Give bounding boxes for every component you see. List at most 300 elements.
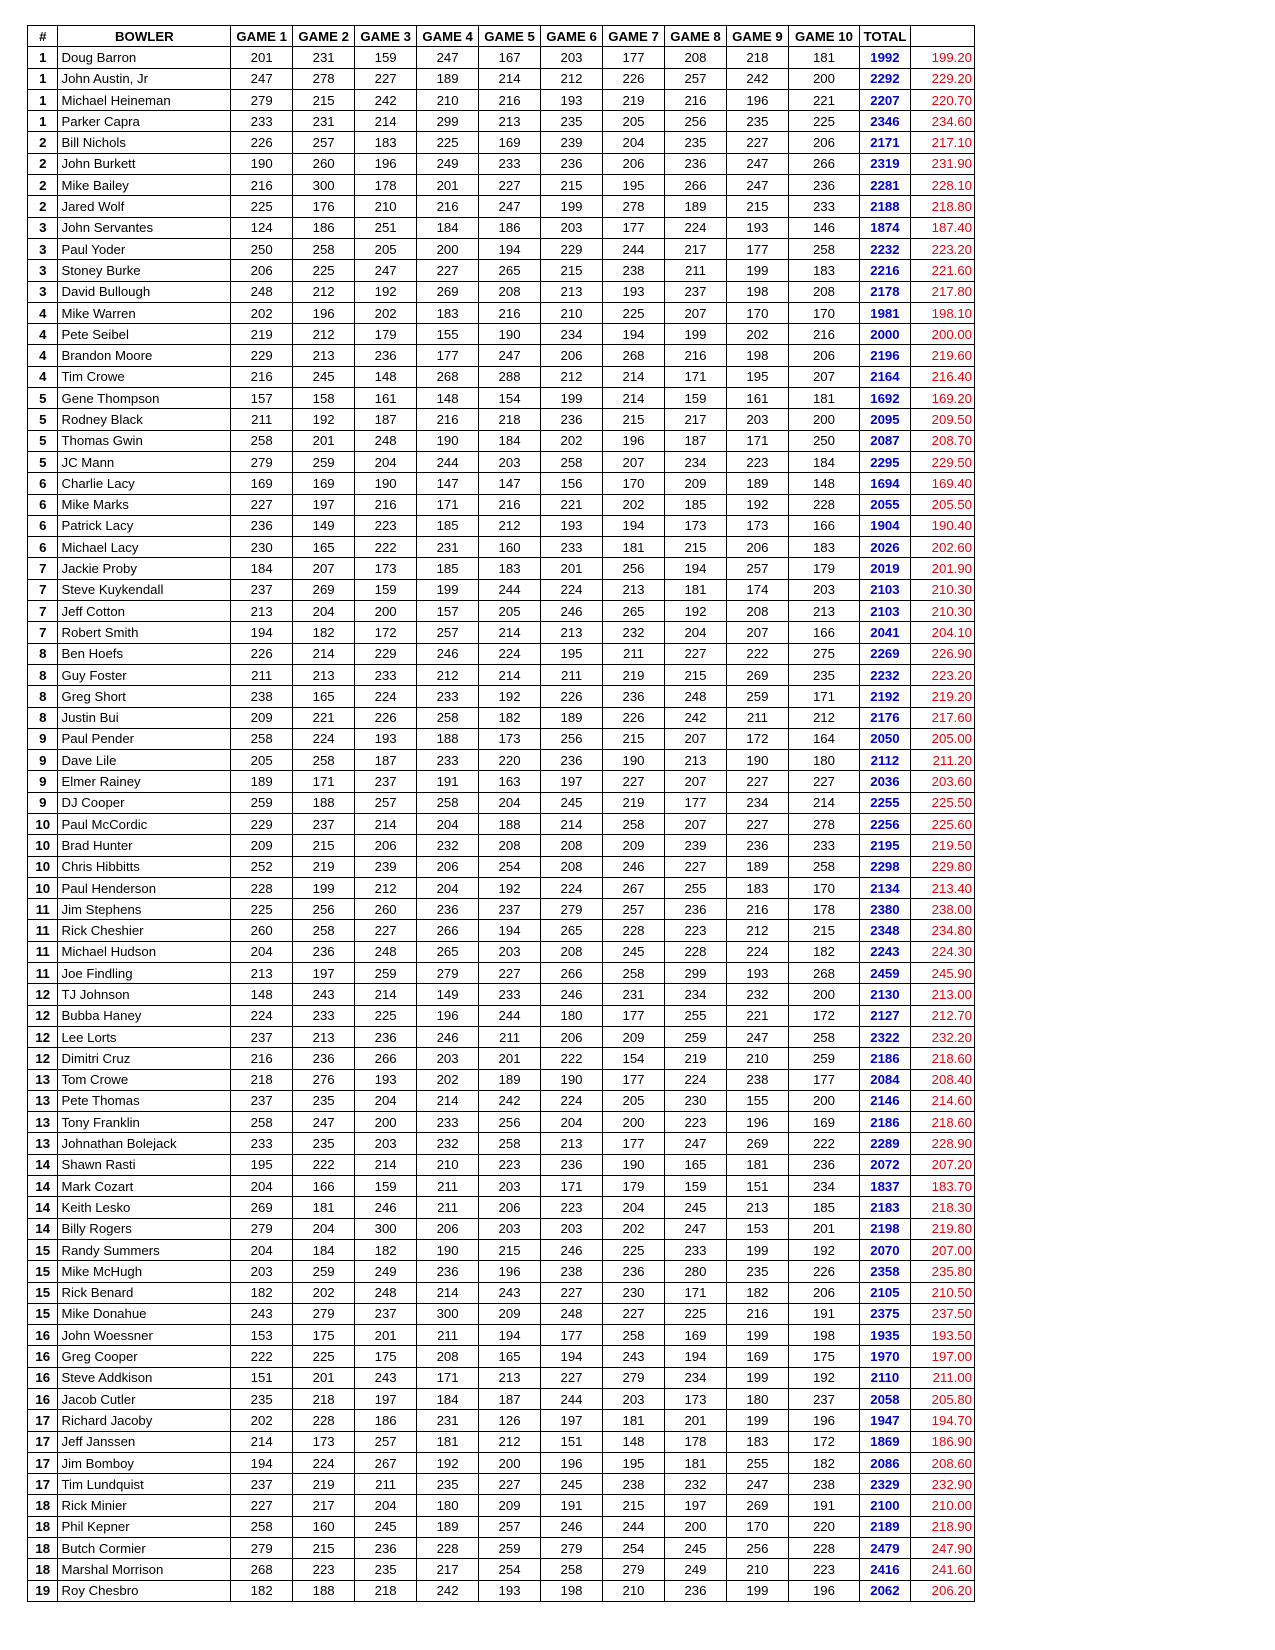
game-1-cell: 279 — [231, 89, 293, 110]
game-3-cell: 204 — [355, 1090, 417, 1111]
total-cell: 2329 — [860, 1474, 911, 1495]
game-3-cell: 183 — [355, 132, 417, 153]
game-10-cell: 258 — [788, 856, 859, 877]
average-cell: 212.70 — [910, 1005, 974, 1026]
game-9-cell: 196 — [726, 1112, 788, 1133]
bowler-name-cell: Mark Cozart — [58, 1176, 231, 1197]
game-2-cell: 202 — [293, 1282, 355, 1303]
game-9-cell: 180 — [726, 1389, 788, 1410]
bowler-name-cell: Bill Nichols — [58, 132, 231, 153]
game-5-cell: 214 — [479, 622, 541, 643]
game-6-cell: 223 — [541, 1197, 603, 1218]
game-7-cell: 204 — [603, 1197, 665, 1218]
header-total: TOTAL — [860, 26, 911, 47]
game-3-cell: 246 — [355, 1197, 417, 1218]
game-4-cell: 266 — [417, 920, 479, 941]
game-6-cell: 256 — [541, 728, 603, 749]
average-cell: 231.90 — [910, 153, 974, 174]
game-8-cell: 299 — [664, 963, 726, 984]
game-8-cell: 236 — [664, 1580, 726, 1601]
game-10-cell: 237 — [788, 1389, 859, 1410]
game-4-cell: 249 — [417, 153, 479, 174]
bowler-name-cell: Paul McCordic — [58, 813, 231, 834]
game-6-cell: 213 — [541, 1133, 603, 1154]
table-row — [28, 238, 975, 259]
game-6-cell: 195 — [541, 643, 603, 664]
game-8-cell: 159 — [664, 388, 726, 409]
game-9-cell: 177 — [726, 238, 788, 259]
game-9-cell: 173 — [726, 515, 788, 536]
bowler-name-cell: Joe Findling — [58, 963, 231, 984]
table-row — [28, 601, 975, 622]
game-3-cell: 201 — [355, 1325, 417, 1346]
game-10-cell: 268 — [788, 963, 859, 984]
game-2-cell: 213 — [293, 1026, 355, 1047]
game-5-cell: 223 — [479, 1154, 541, 1175]
game-7-cell: 267 — [603, 877, 665, 898]
game-5-cell: 201 — [479, 1048, 541, 1069]
game-7-cell: 219 — [603, 792, 665, 813]
game-2-cell: 196 — [293, 302, 355, 323]
game-4-cell: 202 — [417, 1069, 479, 1090]
game-10-cell: 201 — [788, 1218, 859, 1239]
game-4-cell: 233 — [417, 1112, 479, 1133]
game-5-cell: 233 — [479, 153, 541, 174]
game-7-cell: 228 — [603, 920, 665, 941]
game-2-cell: 231 — [293, 47, 355, 68]
average-cell: 234.80 — [910, 920, 974, 941]
rank-cell: 2 — [28, 175, 58, 196]
game-7-cell: 177 — [603, 1005, 665, 1026]
game-9-cell: 269 — [726, 664, 788, 685]
game-8-cell: 185 — [664, 494, 726, 515]
average-cell: 207.20 — [910, 1154, 974, 1175]
game-9-cell: 216 — [726, 1303, 788, 1324]
game-8-cell: 257 — [664, 68, 726, 89]
bowler-name-cell: Rick Minier — [58, 1495, 231, 1516]
table-row — [28, 153, 975, 174]
game-8-cell: 215 — [664, 537, 726, 558]
rank-cell: 17 — [28, 1452, 58, 1473]
game-9-cell: 171 — [726, 430, 788, 451]
bowler-name-cell: JC Mann — [58, 451, 231, 472]
game-7-cell: 181 — [603, 1410, 665, 1431]
game-2-cell: 184 — [293, 1239, 355, 1260]
game-7-cell: 170 — [603, 473, 665, 494]
game-1-cell: 205 — [231, 750, 293, 771]
game-2-cell: 201 — [293, 1367, 355, 1388]
game-5-cell: 126 — [479, 1410, 541, 1431]
game-5-cell: 192 — [479, 686, 541, 707]
game-10-cell: 181 — [788, 388, 859, 409]
game-1-cell: 258 — [231, 1516, 293, 1537]
game-2-cell: 165 — [293, 537, 355, 558]
game-10-cell: 216 — [788, 324, 859, 345]
game-4-cell: 257 — [417, 622, 479, 643]
game-4-cell: 236 — [417, 1261, 479, 1282]
table-row — [28, 302, 975, 323]
game-4-cell: 269 — [417, 281, 479, 302]
game-3-cell: 222 — [355, 537, 417, 558]
table-row — [28, 579, 975, 600]
game-1-cell: 169 — [231, 473, 293, 494]
game-1-cell: 258 — [231, 430, 293, 451]
game-8-cell: 178 — [664, 1431, 726, 1452]
game-4-cell: 180 — [417, 1495, 479, 1516]
game-7-cell: 154 — [603, 1048, 665, 1069]
game-9-cell: 227 — [726, 132, 788, 153]
game-4-cell: 208 — [417, 1346, 479, 1367]
game-4-cell: 299 — [417, 111, 479, 132]
game-2-cell: 231 — [293, 111, 355, 132]
game-4-cell: 235 — [417, 1474, 479, 1495]
game-10-cell: 185 — [788, 1197, 859, 1218]
game-4-cell: 204 — [417, 877, 479, 898]
game-4-cell: 192 — [417, 1452, 479, 1473]
game-4-cell: 177 — [417, 345, 479, 366]
table-row — [28, 345, 975, 366]
average-cell: 218.30 — [910, 1197, 974, 1218]
game-3-cell: 233 — [355, 664, 417, 685]
game-2-cell: 213 — [293, 664, 355, 685]
game-6-cell: 258 — [541, 1559, 603, 1580]
game-9-cell: 151 — [726, 1176, 788, 1197]
game-8-cell: 211 — [664, 260, 726, 281]
game-1-cell: 189 — [231, 771, 293, 792]
rank-cell: 4 — [28, 345, 58, 366]
table-body — [28, 47, 975, 1602]
bowler-name-cell: Chris Hibbitts — [58, 856, 231, 877]
table-row — [28, 1580, 975, 1601]
rank-cell: 3 — [28, 238, 58, 259]
game-10-cell: 223 — [788, 1559, 859, 1580]
game-5-cell: 212 — [479, 515, 541, 536]
rank-cell: 10 — [28, 877, 58, 898]
game-4-cell: 244 — [417, 451, 479, 472]
total-cell: 2130 — [860, 984, 911, 1005]
game-1-cell: 279 — [231, 451, 293, 472]
total-cell: 2055 — [860, 494, 911, 515]
table-row — [28, 963, 975, 984]
table-row — [28, 686, 975, 707]
bowler-name-cell: Steve Kuykendall — [58, 579, 231, 600]
game-7-cell: 225 — [603, 302, 665, 323]
average-cell: 199.20 — [910, 47, 974, 68]
game-5-cell: 206 — [479, 1197, 541, 1218]
game-3-cell: 212 — [355, 877, 417, 898]
game-1-cell: 238 — [231, 686, 293, 707]
game-7-cell: 256 — [603, 558, 665, 579]
total-cell: 2232 — [860, 238, 911, 259]
game-4-cell: 211 — [417, 1176, 479, 1197]
game-9-cell: 170 — [726, 302, 788, 323]
game-2-cell: 224 — [293, 728, 355, 749]
game-8-cell: 248 — [664, 686, 726, 707]
game-10-cell: 182 — [788, 941, 859, 962]
game-2-cell: 199 — [293, 877, 355, 898]
average-cell: 237.50 — [910, 1303, 974, 1324]
bowler-name-cell: Greg Short — [58, 686, 231, 707]
table-row — [28, 494, 975, 515]
total-cell: 2232 — [860, 664, 911, 685]
bowler-name-cell: Jeff Cotton — [58, 601, 231, 622]
game-10-cell: 146 — [788, 217, 859, 238]
average-cell: 218.60 — [910, 1048, 974, 1069]
game-9-cell: 199 — [726, 1367, 788, 1388]
rank-cell: 4 — [28, 324, 58, 345]
average-cell: 223.20 — [910, 664, 974, 685]
average-cell: 200.00 — [910, 324, 974, 345]
table-row — [28, 1389, 975, 1410]
total-cell: 1981 — [860, 302, 911, 323]
game-8-cell: 189 — [664, 196, 726, 217]
rank-cell: 9 — [28, 771, 58, 792]
game-9-cell: 199 — [726, 1325, 788, 1346]
game-8-cell: 169 — [664, 1325, 726, 1346]
table-row — [28, 1005, 975, 1026]
total-cell: 2269 — [860, 643, 911, 664]
game-5-cell: 154 — [479, 388, 541, 409]
bowler-name-cell: Robert Smith — [58, 622, 231, 643]
game-2-cell: 171 — [293, 771, 355, 792]
game-2-cell: 223 — [293, 1559, 355, 1580]
game-6-cell: 191 — [541, 1495, 603, 1516]
rank-cell: 12 — [28, 1026, 58, 1047]
game-5-cell: 147 — [479, 473, 541, 494]
table-row — [28, 1154, 975, 1175]
game-3-cell: 178 — [355, 175, 417, 196]
game-2-cell: 207 — [293, 558, 355, 579]
game-10-cell: 179 — [788, 558, 859, 579]
game-10-cell: 192 — [788, 1367, 859, 1388]
average-cell: 238.00 — [910, 899, 974, 920]
game-9-cell: 189 — [726, 856, 788, 877]
game-8-cell: 245 — [664, 1538, 726, 1559]
game-8-cell: 223 — [664, 1112, 726, 1133]
average-cell: 216.40 — [910, 366, 974, 387]
bowler-name-cell: DJ Cooper — [58, 792, 231, 813]
table-row — [28, 1474, 975, 1495]
average-cell: 228.10 — [910, 175, 974, 196]
average-cell: 229.80 — [910, 856, 974, 877]
game-6-cell: 227 — [541, 1367, 603, 1388]
game-2-cell: 278 — [293, 68, 355, 89]
game-8-cell: 256 — [664, 111, 726, 132]
rank-cell: 13 — [28, 1112, 58, 1133]
game-9-cell: 155 — [726, 1090, 788, 1111]
game-10-cell: 171 — [788, 686, 859, 707]
game-1-cell: 216 — [231, 175, 293, 196]
game-9-cell: 232 — [726, 984, 788, 1005]
game-5-cell: 237 — [479, 899, 541, 920]
game-7-cell: 227 — [603, 771, 665, 792]
total-cell: 2196 — [860, 345, 911, 366]
game-1-cell: 250 — [231, 238, 293, 259]
game-8-cell: 255 — [664, 877, 726, 898]
game-8-cell: 216 — [664, 89, 726, 110]
game-5-cell: 173 — [479, 728, 541, 749]
game-6-cell: 212 — [541, 68, 603, 89]
game-7-cell: 202 — [603, 1218, 665, 1239]
game-10-cell: 200 — [788, 68, 859, 89]
game-3-cell: 257 — [355, 1431, 417, 1452]
game-3-cell: 214 — [355, 984, 417, 1005]
game-3-cell: 193 — [355, 728, 417, 749]
rank-cell: 12 — [28, 984, 58, 1005]
game-3-cell: 245 — [355, 1516, 417, 1537]
game-2-cell: 218 — [293, 1389, 355, 1410]
game-8-cell: 228 — [664, 941, 726, 962]
game-7-cell: 245 — [603, 941, 665, 962]
game-3-cell: 214 — [355, 1154, 417, 1175]
game-2-cell: 236 — [293, 1048, 355, 1069]
game-7-cell: 190 — [603, 1154, 665, 1175]
total-cell: 2087 — [860, 430, 911, 451]
game-8-cell: 217 — [664, 238, 726, 259]
total-cell: 2207 — [860, 89, 911, 110]
game-9-cell: 199 — [726, 260, 788, 281]
game-7-cell: 194 — [603, 324, 665, 345]
game-1-cell: 204 — [231, 1176, 293, 1197]
game-9-cell: 195 — [726, 366, 788, 387]
bowler-name-cell: Rick Cheshier — [58, 920, 231, 941]
game-8-cell: 171 — [664, 366, 726, 387]
game-9-cell: 211 — [726, 707, 788, 728]
header-bowler: BOWLER — [58, 26, 231, 47]
rank-cell: 10 — [28, 856, 58, 877]
rank-cell: 7 — [28, 601, 58, 622]
game-8-cell: 194 — [664, 558, 726, 579]
game-2-cell: 169 — [293, 473, 355, 494]
game-5-cell: 259 — [479, 1538, 541, 1559]
game-9-cell: 234 — [726, 792, 788, 813]
game-9-cell: 193 — [726, 963, 788, 984]
game-7-cell: 246 — [603, 856, 665, 877]
game-3-cell: 236 — [355, 345, 417, 366]
game-5-cell: 244 — [479, 579, 541, 600]
game-6-cell: 214 — [541, 813, 603, 834]
average-cell: 202.60 — [910, 537, 974, 558]
bowler-name-cell: Dave Lile — [58, 750, 231, 771]
game-3-cell: 182 — [355, 1239, 417, 1260]
game-2-cell: 219 — [293, 1474, 355, 1495]
game-6-cell: 265 — [541, 920, 603, 941]
table-row — [28, 260, 975, 281]
game-2-cell: 173 — [293, 1431, 355, 1452]
game-3-cell: 266 — [355, 1048, 417, 1069]
game-1-cell: 204 — [231, 1239, 293, 1260]
game-10-cell: 184 — [788, 451, 859, 472]
rank-cell: 2 — [28, 196, 58, 217]
game-6-cell: 236 — [541, 153, 603, 174]
bowler-name-cell: John Woessner — [58, 1325, 231, 1346]
game-7-cell: 219 — [603, 664, 665, 685]
game-2-cell: 235 — [293, 1090, 355, 1111]
average-cell: 187.40 — [910, 217, 974, 238]
game-3-cell: 229 — [355, 643, 417, 664]
game-1-cell: 211 — [231, 664, 293, 685]
game-3-cell: 243 — [355, 1367, 417, 1388]
total-cell: 1692 — [860, 388, 911, 409]
bowler-name-cell: Michael Hudson — [58, 941, 231, 962]
game-4-cell: 214 — [417, 1090, 479, 1111]
game-1-cell: 258 — [231, 1112, 293, 1133]
bowler-name-cell: Thomas Gwin — [58, 430, 231, 451]
bowler-name-cell: Mike Warren — [58, 302, 231, 323]
game-3-cell: 210 — [355, 196, 417, 217]
total-cell: 2198 — [860, 1218, 911, 1239]
game-5-cell: 227 — [479, 175, 541, 196]
average-cell: 219.50 — [910, 835, 974, 856]
average-cell: 225.50 — [910, 792, 974, 813]
game-8-cell: 199 — [664, 324, 726, 345]
header-game-6: GAME 6 — [541, 26, 603, 47]
game-6-cell: 204 — [541, 1112, 603, 1133]
game-10-cell: 166 — [788, 622, 859, 643]
game-7-cell: 195 — [603, 1452, 665, 1473]
average-cell: 235.80 — [910, 1261, 974, 1282]
game-6-cell: 233 — [541, 537, 603, 558]
average-cell: 183.70 — [910, 1176, 974, 1197]
bowler-name-cell: Tony Franklin — [58, 1112, 231, 1133]
average-cell: 217.10 — [910, 132, 974, 153]
header-game-9: GAME 9 — [726, 26, 788, 47]
game-2-cell: 259 — [293, 1261, 355, 1282]
total-cell: 2112 — [860, 750, 911, 771]
game-9-cell: 221 — [726, 1005, 788, 1026]
game-8-cell: 159 — [664, 1176, 726, 1197]
average-cell: 201.90 — [910, 558, 974, 579]
game-5-cell: 254 — [479, 856, 541, 877]
game-2-cell: 279 — [293, 1303, 355, 1324]
rank-cell: 15 — [28, 1303, 58, 1324]
game-2-cell: 221 — [293, 707, 355, 728]
game-6-cell: 198 — [541, 1580, 603, 1601]
game-9-cell: 235 — [726, 1261, 788, 1282]
rank-cell: 2 — [28, 132, 58, 153]
bowler-name-cell: Bubba Haney — [58, 1005, 231, 1026]
game-3-cell: 260 — [355, 899, 417, 920]
game-5-cell: 224 — [479, 643, 541, 664]
game-9-cell: 192 — [726, 494, 788, 515]
bowler-name-cell: Paul Yoder — [58, 238, 231, 259]
game-4-cell: 157 — [417, 601, 479, 622]
game-5-cell: 160 — [479, 537, 541, 558]
game-3-cell: 186 — [355, 1410, 417, 1431]
game-3-cell: 237 — [355, 1303, 417, 1324]
game-4-cell: 228 — [417, 1538, 479, 1559]
game-1-cell: 124 — [231, 217, 293, 238]
game-2-cell: 224 — [293, 1452, 355, 1473]
game-1-cell: 230 — [231, 537, 293, 558]
game-10-cell: 206 — [788, 1282, 859, 1303]
game-2-cell: 197 — [293, 963, 355, 984]
game-9-cell: 199 — [726, 1239, 788, 1260]
game-3-cell: 179 — [355, 324, 417, 345]
game-7-cell: 258 — [603, 963, 665, 984]
game-2-cell: 233 — [293, 1005, 355, 1026]
game-1-cell: 148 — [231, 984, 293, 1005]
game-10-cell: 233 — [788, 835, 859, 856]
game-10-cell: 182 — [788, 1452, 859, 1473]
game-10-cell: 181 — [788, 47, 859, 68]
game-6-cell: 224 — [541, 1090, 603, 1111]
table-row — [28, 409, 975, 430]
rank-cell: 6 — [28, 515, 58, 536]
table-header — [28, 26, 975, 47]
bowler-name-cell: Jared Wolf — [58, 196, 231, 217]
average-cell: 213.40 — [910, 877, 974, 898]
